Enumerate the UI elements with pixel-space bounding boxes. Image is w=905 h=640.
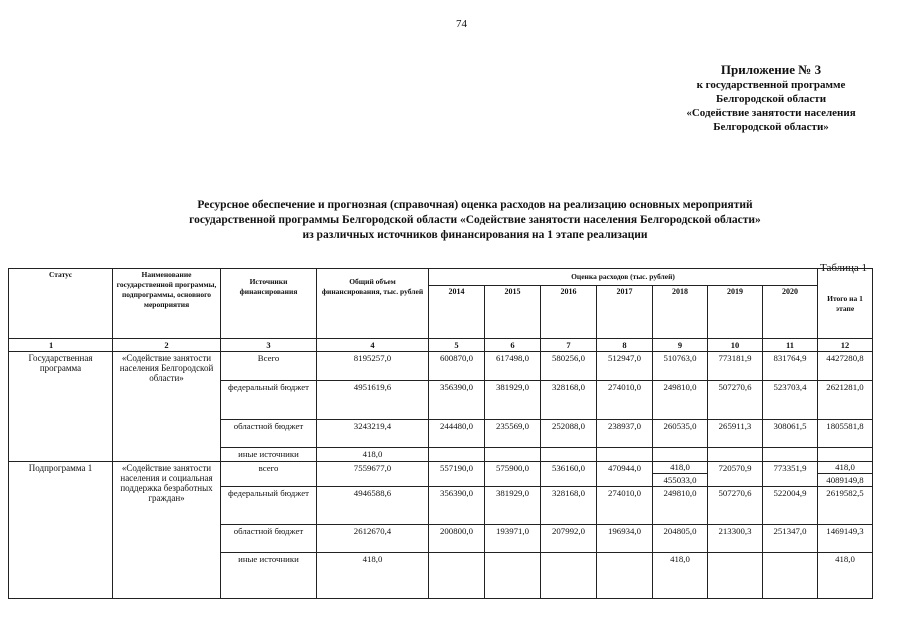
- year-cell: 207992,0: [541, 525, 597, 553]
- year-cell: 418,0: [653, 553, 708, 599]
- year-cell: 617498,0: [485, 352, 541, 381]
- resource-table: [8, 268, 873, 599]
- header-total: Общий объем финансирования, тыс. рублей: [317, 269, 429, 339]
- year-cell: [541, 553, 597, 599]
- total-cell: 418,0: [317, 448, 429, 462]
- column-number-row: [9, 339, 873, 352]
- year-cell: 470944,0: [597, 462, 653, 487]
- appendix-line: «Содействие занятости населения: [686, 107, 856, 119]
- section-status: Государственная программа: [9, 352, 113, 462]
- year-cell: [541, 448, 597, 462]
- source-label: иные источники: [221, 448, 317, 462]
- title-line: Ресурсное обеспечение и прогнозная (справочная) оценка расходов на реализацию основных мероприятий: [197, 199, 753, 211]
- header-sources: Источники финансирования: [221, 269, 317, 339]
- appendix-block: [640, 62, 902, 134]
- year-cell: 196934,0: [597, 525, 653, 553]
- stage-value: 4089149,8: [826, 475, 864, 485]
- stage-total-cell: 2619582,5: [818, 487, 873, 525]
- year-header: 2018: [653, 286, 708, 339]
- source-label: областной бюджет: [221, 525, 317, 553]
- appendix-title: Приложение № 3: [720, 62, 822, 77]
- year-cell: 356390,0: [429, 381, 485, 420]
- year-cell: [653, 448, 708, 462]
- column-number: 11: [763, 339, 818, 352]
- year-header: 2015: [485, 286, 541, 339]
- source-label: Всего: [221, 352, 317, 381]
- section-name: «Содействие занятости населения и социальная поддержка безработных граждан»: [113, 462, 221, 599]
- year-cell: 773181,9: [708, 352, 763, 381]
- page-number: 74: [456, 18, 467, 30]
- year-header: 2014: [429, 286, 485, 339]
- stage-total-cell: 1805581,8: [818, 420, 873, 448]
- column-number: 9: [653, 339, 708, 352]
- extra-value: 418,0: [818, 462, 872, 474]
- year-cell: 523703,4: [763, 381, 818, 420]
- year-cell: 265911,3: [708, 420, 763, 448]
- year-cell: 522004,9: [763, 487, 818, 525]
- total-cell: 418,0: [317, 553, 429, 599]
- section-status: Подпрограмма 1: [9, 462, 113, 599]
- extra-value: 418,0: [653, 462, 707, 474]
- year-cell: 274010,0: [597, 487, 653, 525]
- total-cell: 4946588,6: [317, 487, 429, 525]
- year-cell: 831764,9: [763, 352, 818, 381]
- year-cell: 249810,0: [653, 381, 708, 420]
- year-cell: 512947,0: [597, 352, 653, 381]
- year-cell: 600870,0: [429, 352, 485, 381]
- year-cell: 381929,0: [485, 487, 541, 525]
- stage-total-cell: 4427280,8: [818, 352, 873, 381]
- stage-total-cell: 2621281,0: [818, 381, 873, 420]
- stage-total-cell: [818, 462, 873, 487]
- column-number: 12: [818, 339, 873, 352]
- source-label: иные источники: [221, 553, 317, 599]
- total-cell: 8195257,0: [317, 352, 429, 381]
- year-cell: [429, 553, 485, 599]
- year-cell: 536160,0: [541, 462, 597, 487]
- appendix-line: Белгородской области: [715, 93, 827, 105]
- year-cell: [597, 553, 653, 599]
- year-cell: [485, 553, 541, 599]
- year-cell: [485, 448, 541, 462]
- year-cell: [763, 553, 818, 599]
- header-estimate: Оценка расходов (тыс. рублей): [429, 269, 818, 286]
- source-label: всего: [221, 462, 317, 487]
- stage-total-cell: 1469149,3: [818, 525, 873, 553]
- year-cell: 557190,0: [429, 462, 485, 487]
- year-cell: 238937,0: [597, 420, 653, 448]
- document-title: [80, 198, 870, 243]
- column-number: 1: [9, 339, 113, 352]
- year-cell: 260535,0: [653, 420, 708, 448]
- year-cell: 251347,0: [763, 525, 818, 553]
- column-number: 10: [708, 339, 763, 352]
- stage-total-cell: 418,0: [818, 553, 873, 599]
- year-cell: 720570,9: [708, 462, 763, 487]
- source-label: областной бюджет: [221, 420, 317, 448]
- total-cell: 7559677,0: [317, 462, 429, 487]
- column-number: 8: [597, 339, 653, 352]
- year-cell: 244480,0: [429, 420, 485, 448]
- year-cell: 328168,0: [541, 381, 597, 420]
- year-cell: 204805,0: [653, 525, 708, 553]
- total-cell: 4951619,6: [317, 381, 429, 420]
- year-cell: 328168,0: [541, 487, 597, 525]
- year-cell: [708, 553, 763, 599]
- year-header: 2016: [541, 286, 597, 339]
- column-number: 3: [221, 339, 317, 352]
- year-cell: [763, 448, 818, 462]
- total-cell: 2612670,4: [317, 525, 429, 553]
- total-cell: 3243219,4: [317, 420, 429, 448]
- year-cell: 249810,0: [653, 487, 708, 525]
- year-cell: 252088,0: [541, 420, 597, 448]
- year-cell: 507270,6: [708, 381, 763, 420]
- table-row: [9, 352, 873, 381]
- year-cell: 193971,0: [485, 525, 541, 553]
- year-cell: 510763,0: [653, 352, 708, 381]
- year-cell: 200800,0: [429, 525, 485, 553]
- source-label: федеральный бюджет: [221, 487, 317, 525]
- year-header: 2017: [597, 286, 653, 339]
- column-number: 6: [485, 339, 541, 352]
- title-line: из различных источников финансирования на 1 этапе реализации: [302, 229, 648, 241]
- year-value: 455033,0: [663, 475, 697, 485]
- header-row: [9, 269, 873, 286]
- year-cell: 235569,0: [485, 420, 541, 448]
- year-cell: 381929,0: [485, 381, 541, 420]
- year-cell: 356390,0: [429, 487, 485, 525]
- year-header: 2020: [763, 286, 818, 339]
- appendix-line: к государственной программе: [696, 79, 846, 91]
- year-cell: [429, 448, 485, 462]
- table-label: Таблица 1: [820, 262, 868, 274]
- appendix-line: Белгородской области»: [713, 121, 829, 133]
- stage-total-cell: [818, 448, 873, 462]
- column-number: 5: [429, 339, 485, 352]
- header-name: Наименование государственной программы, подпрограммы, основного мероприятия: [113, 269, 221, 339]
- year-cell: [708, 448, 763, 462]
- year-header: 2019: [708, 286, 763, 339]
- header-stage-total: Итого на 1 этапе: [818, 269, 873, 339]
- year-cell: [597, 448, 653, 462]
- year-cell: 213300,3: [708, 525, 763, 553]
- year-cell: 274010,0: [597, 381, 653, 420]
- year-cell-2018: [653, 462, 708, 487]
- column-number: 7: [541, 339, 597, 352]
- column-number: 2: [113, 339, 221, 352]
- year-cell: 773351,9: [763, 462, 818, 487]
- year-cell: 507270,6: [708, 487, 763, 525]
- title-line: государственной программы Белгородской области «Содействие занятости населения Белгородской области»: [189, 214, 761, 226]
- year-cell: 308061,5: [763, 420, 818, 448]
- column-number: 4: [317, 339, 429, 352]
- year-cell: 580256,0: [541, 352, 597, 381]
- source-label: федеральный бюджет: [221, 381, 317, 420]
- header-status: Статус: [9, 269, 113, 339]
- year-cell: 575900,0: [485, 462, 541, 487]
- table-row: [9, 462, 873, 487]
- section-name: «Содействие занятости населения Белгородской области»: [113, 352, 221, 462]
